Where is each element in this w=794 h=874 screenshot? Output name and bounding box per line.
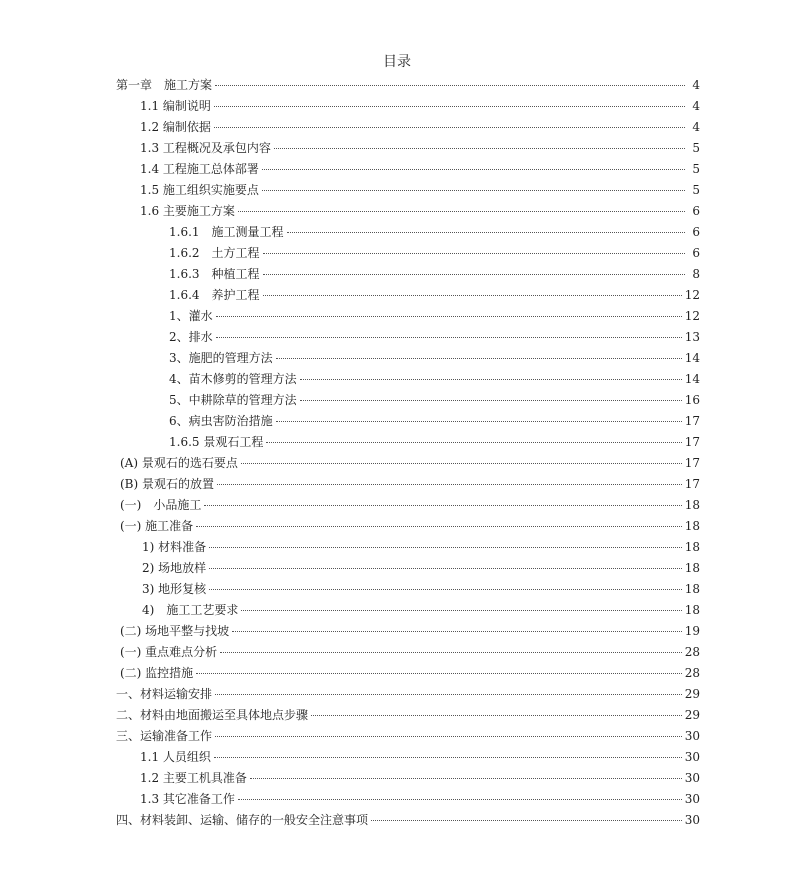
toc-entry-page-number: 14	[684, 351, 700, 365]
toc-entry[interactable]	[116, 558, 700, 579]
toc-entry[interactable]	[116, 222, 700, 243]
toc-entry-page-number: 18	[684, 561, 700, 575]
toc-entry[interactable]	[116, 453, 700, 474]
toc-list	[116, 75, 700, 831]
toc-dot-leader	[263, 295, 682, 296]
toc-entry[interactable]	[116, 810, 700, 831]
toc-entry[interactable]	[116, 621, 700, 642]
toc-entry-page-number: 18	[684, 582, 700, 596]
toc-entry-label: (一) 施工准备	[120, 519, 194, 533]
toc-entry[interactable]	[116, 432, 700, 453]
toc-entry[interactable]	[116, 264, 700, 285]
toc-entry-page-number: 28	[684, 666, 700, 680]
toc-entry-page-number: 8	[692, 267, 700, 281]
toc-dot-leader	[196, 673, 682, 674]
toc-entry-label: 1、灌水	[169, 309, 213, 323]
toc-entry-page-number: 17	[684, 456, 700, 470]
toc-entry[interactable]	[116, 537, 700, 558]
toc-entry[interactable]	[116, 705, 700, 726]
toc-entry-page-number: 30	[684, 729, 700, 743]
toc-entry[interactable]	[116, 663, 700, 684]
toc-entry-page-number: 30	[684, 813, 700, 827]
toc-entry-label: 1.6.1 施工测量工程	[169, 225, 284, 239]
toc-entry-page-number: 19	[684, 624, 700, 638]
toc-dot-leader	[241, 463, 682, 464]
toc-entry-page-number: 13	[684, 330, 700, 344]
toc-dot-leader	[262, 190, 685, 191]
toc-entry-page-number: 6	[692, 246, 700, 260]
toc-entry-page-number: 18	[684, 519, 700, 533]
toc-entry-label: 四、材料装卸、运输、储存的一般安全注意事项	[116, 813, 369, 827]
toc-entry-page-number: 5	[692, 183, 700, 197]
toc-entry-label: 2、排水	[169, 330, 213, 344]
toc-entry-page-number: 5	[692, 162, 700, 176]
toc-entry[interactable]	[116, 390, 700, 411]
toc-dot-leader	[204, 505, 681, 506]
toc-entry-label: 1.2 主要工机具准备	[140, 771, 247, 785]
toc-entry[interactable]	[116, 579, 700, 600]
toc-entry[interactable]	[116, 243, 700, 264]
toc-entry[interactable]	[116, 495, 700, 516]
toc-entry-page-number: 6	[692, 204, 700, 218]
toc-dot-leader	[209, 589, 682, 590]
toc-dot-leader	[215, 736, 682, 737]
toc-dot-leader	[217, 484, 682, 485]
toc-entry[interactable]	[116, 75, 700, 96]
toc-dot-leader	[311, 715, 682, 716]
toc-entry-label: 3) 地形复核	[142, 582, 207, 596]
toc-entry-label: 5、中耕除草的管理方法	[169, 393, 297, 407]
toc-entry-label: 第一章 施工方案	[116, 78, 213, 92]
toc-dot-leader	[238, 211, 685, 212]
toc-entry-page-number: 4	[692, 120, 700, 134]
toc-entry-label: 1.6.3 种植工程	[169, 267, 260, 281]
toc-dot-leader	[196, 526, 682, 527]
toc-entry-page-number: 17	[684, 477, 700, 491]
toc-entry-label: 4、苗木修剪的管理方法	[169, 372, 297, 386]
toc-entry-label: 1.2 编制依据	[140, 120, 211, 134]
toc-dot-leader	[241, 610, 681, 611]
toc-dot-leader	[232, 631, 682, 632]
toc-entry[interactable]	[116, 600, 700, 621]
toc-entry-label: 1.3 工程概况及承包内容	[140, 141, 271, 155]
toc-entry-label: 1.5 施工组织实施要点	[140, 183, 259, 197]
toc-dot-leader	[287, 232, 685, 233]
toc-entry-page-number: 29	[684, 708, 700, 722]
toc-dot-leader	[215, 85, 685, 86]
toc-title: 目录	[383, 54, 411, 70]
toc-entry-label: 6、病虫害防治措施	[169, 414, 273, 428]
toc-entry-label: 1.6.5 景观石工程	[169, 435, 264, 449]
toc-dot-leader	[216, 316, 682, 317]
toc-entry-page-number: 30	[684, 792, 700, 806]
toc-entry[interactable]	[116, 747, 700, 768]
toc-entry-label: (二) 场地平整与找坡	[120, 624, 230, 638]
toc-entry-label: (二) 监控措施	[120, 666, 194, 680]
toc-dot-leader	[214, 127, 685, 128]
toc-dot-leader	[215, 694, 682, 695]
toc-entry-label: 1.1 人员组织	[140, 750, 211, 764]
toc-entry-label: (一) 重点难点分析	[120, 645, 218, 659]
toc-entry[interactable]	[116, 306, 700, 327]
toc-entry-label: 3、施肥的管理方法	[169, 351, 273, 365]
toc-dot-leader	[238, 799, 682, 800]
toc-entry-page-number: 28	[684, 645, 700, 659]
toc-entry-page-number: 12	[684, 309, 700, 323]
toc-entry[interactable]	[116, 285, 700, 306]
toc-entry-page-number: 14	[684, 372, 700, 386]
toc-entry[interactable]	[116, 180, 700, 201]
toc-entry[interactable]	[116, 789, 700, 810]
toc-entry-label: 4) 施工工艺要求	[142, 603, 239, 617]
toc-entry-page-number: 12	[684, 288, 700, 302]
toc-entry[interactable]	[116, 474, 700, 495]
toc-dot-leader	[300, 379, 682, 380]
toc-dot-leader	[262, 169, 685, 170]
toc-entry[interactable]	[116, 159, 700, 180]
toc-dot-leader	[214, 106, 685, 107]
toc-entry-page-number: 18	[684, 498, 700, 512]
toc-dot-leader	[250, 778, 682, 779]
toc-entry[interactable]	[116, 369, 700, 390]
toc-entry[interactable]	[116, 96, 700, 117]
toc-entry-page-number: 18	[684, 603, 700, 617]
toc-entry[interactable]	[116, 348, 700, 369]
toc-entry-label: 二、材料由地面搬运至具体地点步骤	[116, 708, 309, 722]
toc-entry-label: 1.6.4 养护工程	[169, 288, 260, 302]
toc-entry-label: 1.6.2 土方工程	[169, 246, 260, 260]
toc-dot-leader	[214, 757, 682, 758]
toc-entry-page-number: 4	[692, 99, 700, 113]
toc-entry-label: 2) 场地放样	[142, 561, 207, 575]
toc-entry[interactable]	[116, 768, 700, 789]
toc-entry-label: (B) 景观石的放置	[120, 477, 214, 491]
toc-entry[interactable]	[116, 411, 700, 432]
toc-entry-label: 三、运输准备工作	[116, 729, 213, 743]
toc-entry-label: (一) 小品施工	[120, 498, 202, 512]
toc-dot-leader	[276, 358, 682, 359]
toc-entry-page-number: 16	[684, 393, 700, 407]
toc-entry-label: 1) 材料准备	[142, 540, 207, 554]
toc-entry[interactable]	[116, 327, 700, 348]
toc-dot-leader	[266, 442, 681, 443]
toc-entry[interactable]	[116, 684, 700, 705]
toc-dot-leader	[274, 148, 685, 149]
toc-entry-label: 1.6 主要施工方案	[140, 204, 235, 218]
toc-dot-leader	[220, 652, 682, 653]
toc-entry-page-number: 5	[692, 141, 700, 155]
toc-entry-page-number: 4	[692, 78, 700, 92]
toc-entry[interactable]	[116, 516, 700, 537]
toc-entry-label: 一、材料运输安排	[116, 687, 213, 701]
toc-entry-page-number: 30	[684, 750, 700, 764]
toc-dot-leader	[276, 421, 682, 422]
toc-entry-page-number: 17	[684, 414, 700, 428]
toc-entry-page-number: 29	[684, 687, 700, 701]
toc-dot-leader	[263, 253, 685, 254]
toc-entry-label: 1.3 其它准备工作	[140, 792, 235, 806]
toc-entry[interactable]	[116, 642, 700, 663]
toc-entry-page-number: 18	[684, 540, 700, 554]
toc-dot-leader	[209, 547, 682, 548]
toc-entry[interactable]	[116, 138, 700, 159]
toc-entry[interactable]	[116, 726, 700, 747]
toc-dot-leader	[216, 337, 682, 338]
toc-entry-label: (A) 景观石的选石要点	[120, 456, 238, 470]
toc-entry[interactable]	[116, 117, 700, 138]
toc-entry-page-number: 17	[684, 435, 700, 449]
toc-dot-leader	[263, 274, 685, 275]
toc-entry-page-number: 30	[684, 771, 700, 785]
toc-entry-label: 1.4 工程施工总体部署	[140, 162, 259, 176]
toc-dot-leader	[371, 820, 682, 821]
toc-entry[interactable]	[116, 201, 700, 222]
toc-entry-page-number: 6	[692, 225, 700, 239]
toc-dot-leader	[300, 400, 682, 401]
toc-dot-leader	[209, 568, 682, 569]
toc-entry-label: 1.1 编制说明	[140, 99, 211, 113]
